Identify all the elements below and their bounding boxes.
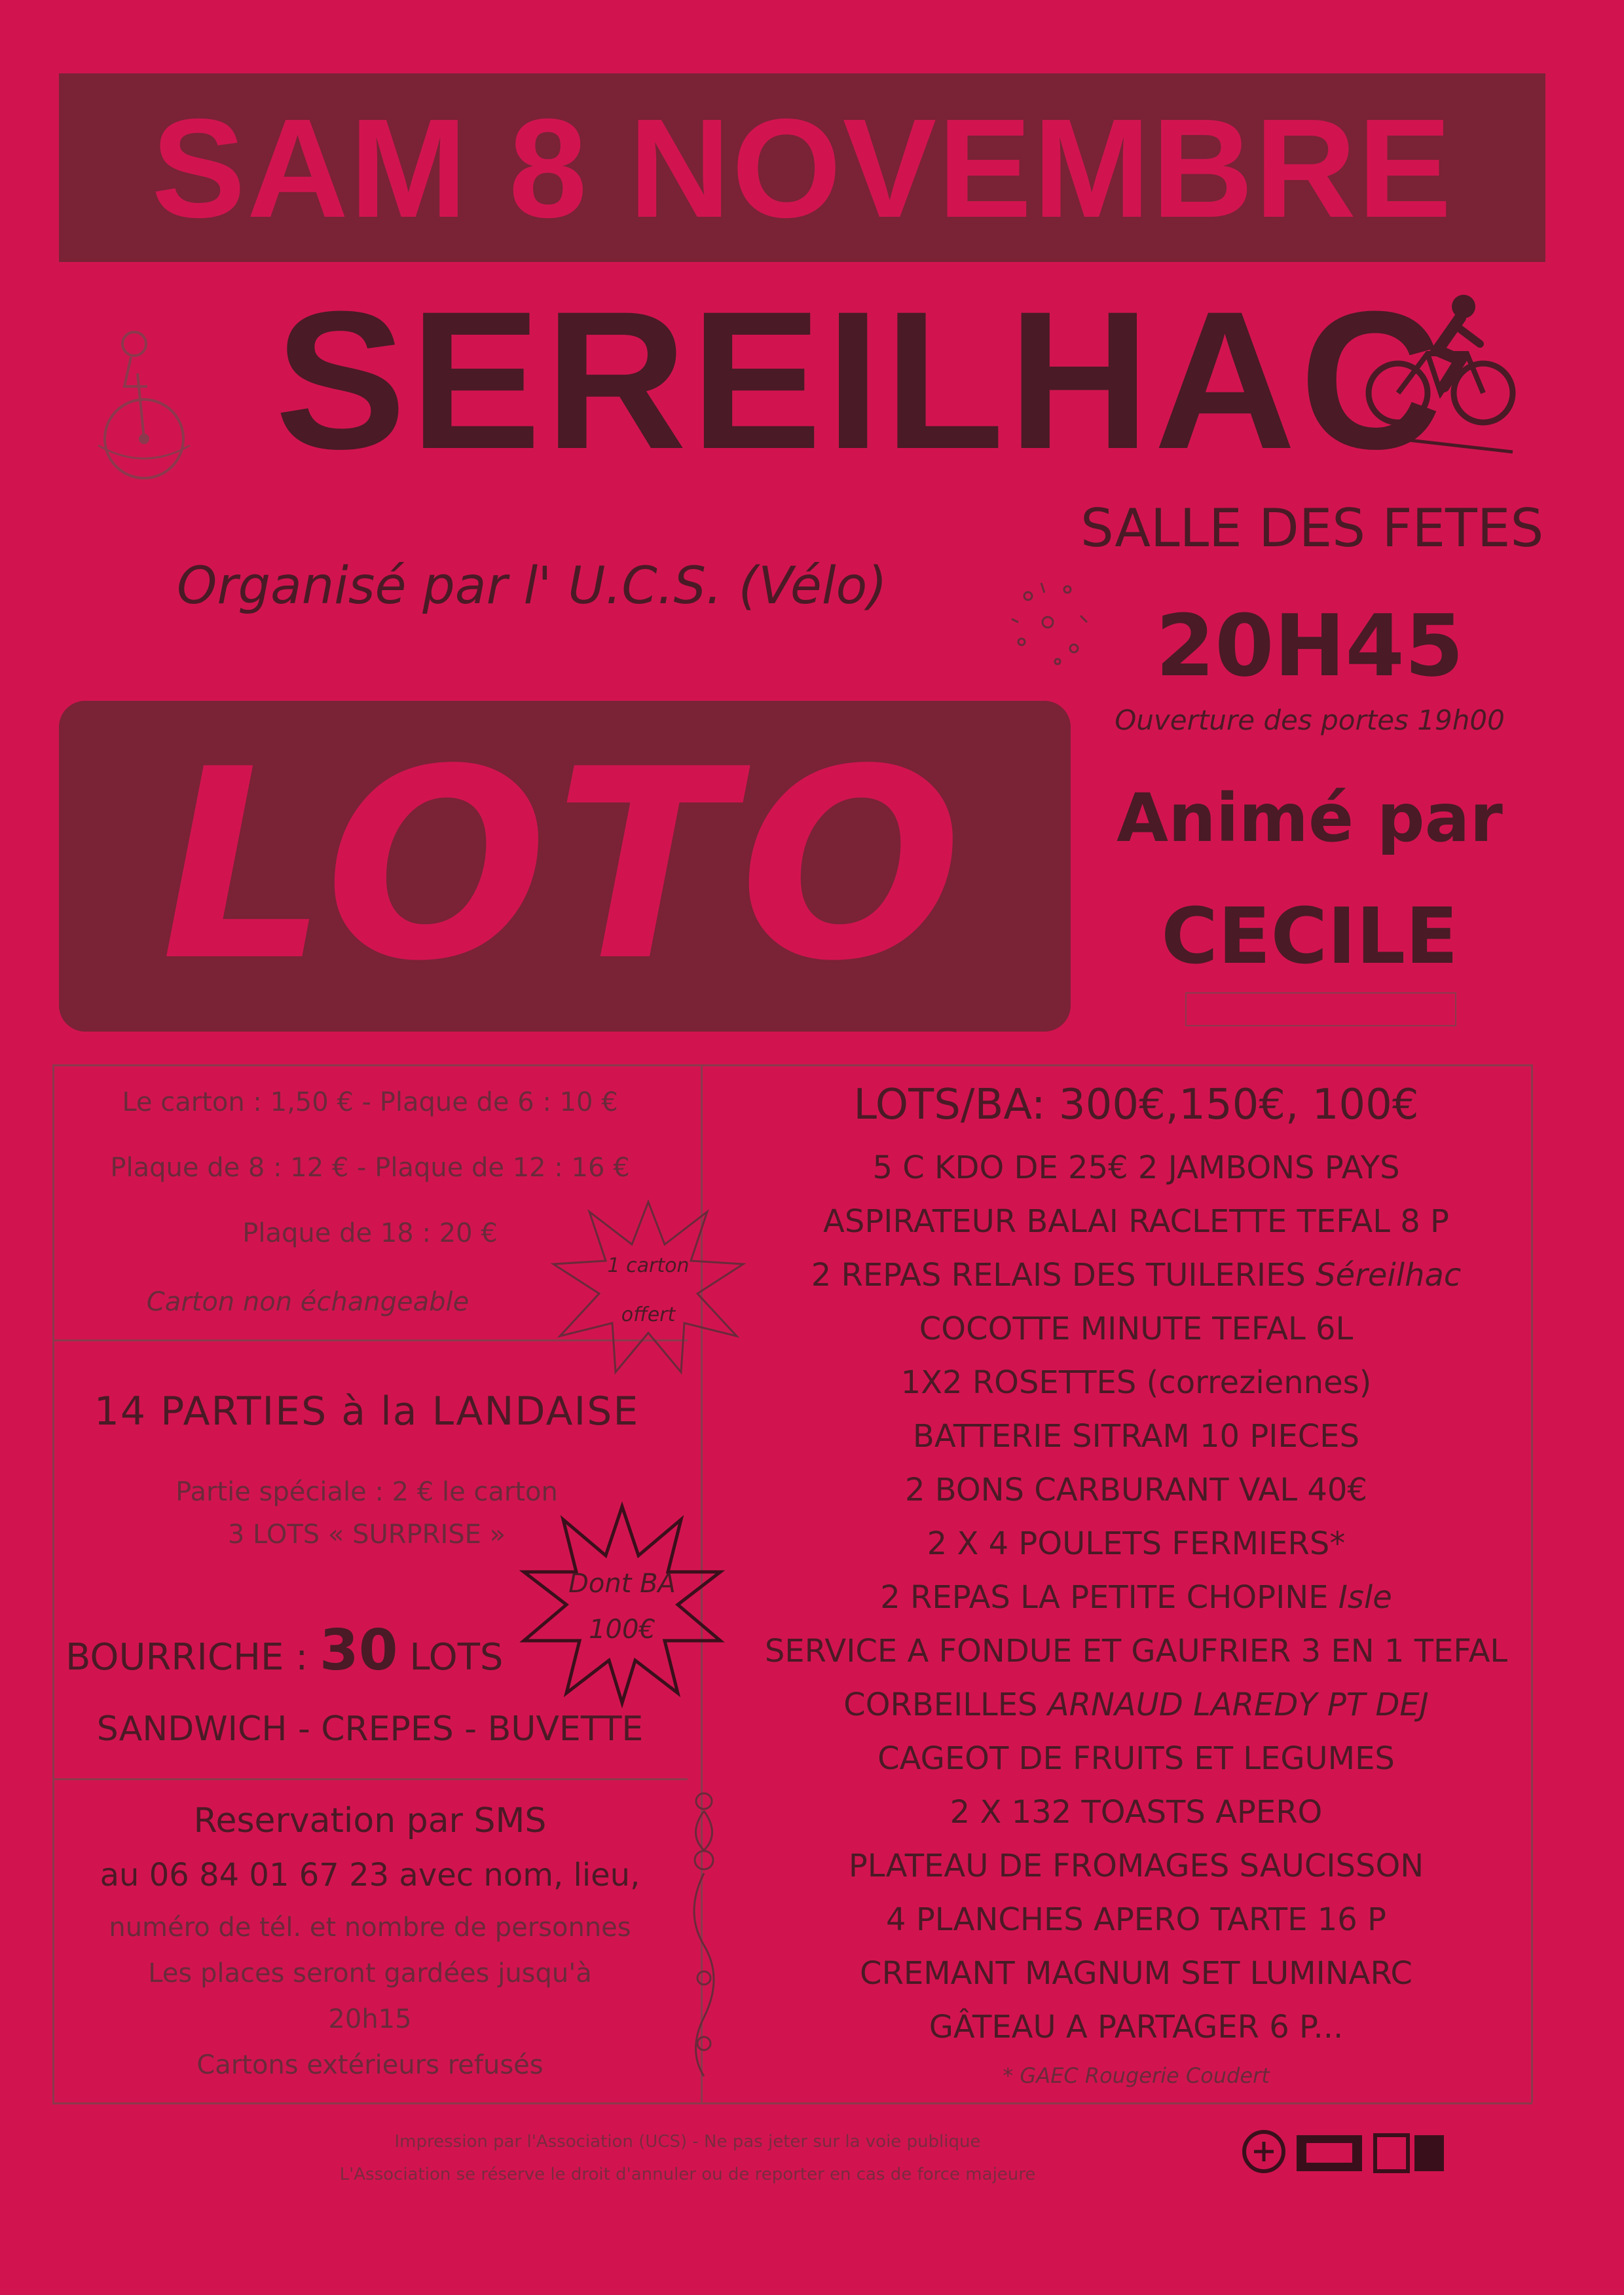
snacks-text: SANDWICH - CREPES - BUVETTE (96, 1709, 644, 1749)
prize-footnote: * GAEC Rougerie Coudert (1003, 2063, 1270, 2088)
reservation-line: Cartons extérieurs refusés (196, 2050, 544, 2080)
prize-item (714, 1955, 1559, 1992)
footer-line: Impression par l'Association (UCS) - Ne pas jeter sur la voie publique (394, 2132, 981, 2152)
cyclist-icon (1362, 288, 1519, 458)
prize-item (714, 1687, 1559, 1723)
prize-text: 1X2 ROSETTES (correziennes) (900, 1364, 1372, 1401)
parties-text: 14 PARTIES à la LANDAISE (94, 1389, 640, 1434)
host-name: CECILE (1161, 891, 1458, 981)
reservation-line: 20h15 (328, 2004, 412, 2034)
prize-text: CAGEOT DE FRUITS ET LEGUMES (877, 1740, 1395, 1777)
prize-text: CREMANT MAGNUM SET LUMINARC (860, 1955, 1412, 1992)
prize-text: SERVICE A FONDUE ET GAUFRIER 3 EN 1 TEFAL (764, 1633, 1508, 1670)
prize-item (714, 2009, 1559, 2045)
sponsor-logos-icon (1231, 2116, 1454, 2188)
loto-title-box (59, 701, 1071, 1032)
price-line: Plaque de 8 : 12 € - Plaque de 12 : 16 € (110, 1153, 630, 1183)
prize-item (714, 1149, 1559, 1186)
date-banner (59, 73, 1545, 262)
price-line: Le carton : 1,50 € - Plaque de 6 : 10 € (122, 1087, 618, 1117)
prize-text: 2 BONS CARBURANT VAL 40€ (904, 1472, 1367, 1508)
prize-item (714, 1418, 1559, 1455)
venue-name: SALLE DES FETES (1080, 498, 1544, 559)
host-label: Animé par (1116, 779, 1503, 857)
reservation-line: Les places seront gardées jusqu'à (148, 1958, 592, 1988)
divider (52, 1064, 1532, 1066)
bourriche-count: 30 (319, 1618, 398, 1683)
prize-text: COCOTTE MINUTE TEFAL 6L (919, 1311, 1354, 1347)
divider (52, 2102, 1532, 2104)
price-note: Carton non échangeable (146, 1287, 470, 1317)
event-title: LOTO (160, 713, 969, 1018)
reservation-line: au 06 84 01 67 23 avec nom, lieu, (100, 1857, 640, 1894)
special-game: Partie spéciale : 2 € le carton (175, 1477, 558, 1507)
prize-item (714, 1257, 1559, 1294)
prize-text: BATTERIE SITRAM 10 PIECES (912, 1418, 1360, 1455)
prize-text: 5 C KDO DE 25€ 2 JAMBONS PAYS (872, 1149, 1400, 1186)
prize-text: PLATEAU DE FROMAGES SAUCISSON (848, 1848, 1424, 1884)
burst-line: 1 carton (607, 1254, 690, 1277)
prize-item (714, 1633, 1559, 1670)
reservation-line: Reservation par SMS (193, 1801, 547, 1840)
bourriche-label: BOURRICHE : (65, 1636, 308, 1679)
prize-item (714, 1579, 1559, 1616)
prize-item (714, 1203, 1559, 1240)
reservation-line: numéro de tél. et nombre de personnes (109, 1912, 631, 1943)
prize-item (714, 1901, 1559, 1938)
burst-line: offert (621, 1303, 676, 1326)
prize-text: CORBEILLES (843, 1687, 1048, 1723)
small-tag (1185, 992, 1456, 1026)
prize-item (714, 1472, 1559, 1508)
divider (52, 1778, 688, 1780)
burst-line: Dont BA (568, 1569, 676, 1599)
prize-item (714, 1311, 1559, 1347)
event-date: SAM 8 NOVEMBRE (151, 88, 1453, 247)
prize-text: 2 X 132 TOASTS APERO (950, 1794, 1323, 1831)
start-time: 20H45 (1155, 596, 1464, 696)
prize-text: 2 REPAS RELAIS DES TUILERIES (811, 1257, 1316, 1294)
burst-line: 100€ (589, 1614, 655, 1645)
town-name: SEREILHAC (275, 270, 1446, 490)
prize-text: GÂTEAU A PARTAGER 6 P... (929, 2009, 1344, 2045)
club-logo-icon (59, 314, 229, 485)
starburst-badge (517, 1500, 727, 1709)
prize-item (714, 1740, 1559, 1777)
prizes-title: LOTS/BA: 300€,150€, 100€ (853, 1081, 1419, 1129)
prize-item (714, 1848, 1559, 1884)
bourriche-unit: LOTS (409, 1636, 504, 1679)
prize-text: 2 REPAS LA PETITE CHOPINE (880, 1579, 1338, 1616)
bourriche-line (65, 1618, 537, 1683)
prize-place: Séreilhac (1316, 1257, 1462, 1294)
prize-item (714, 1794, 1559, 1831)
prize-text: 2 X 4 POULETS FERMIERS* (927, 1525, 1346, 1562)
doors-open-text: Ouverture des portes 19h00 (1115, 704, 1505, 736)
prize-place: Isle (1338, 1579, 1392, 1616)
prize-place: ARNAUD LAREDY PT DEJ (1047, 1687, 1429, 1723)
price-line: Plaque de 18 : 20 € (242, 1218, 498, 1248)
surprise-lots: 3 LOTS « SURPRISE » (227, 1520, 506, 1550)
prize-item (714, 1525, 1559, 1562)
prize-text: 4 PLANCHES APERO TARTE 16 P (886, 1901, 1386, 1938)
prize-text: ASPIRATEUR BALAI RACLETTE TEFAL 8 P (823, 1203, 1449, 1240)
prize-item (714, 1364, 1559, 1401)
footer-line: L'Association se réserve le droit d'annuler ou de reporter en cas de force majeure (339, 2165, 1036, 2184)
organizer-text: Organisé par l' U.C.S. (Vélo) (177, 557, 887, 616)
